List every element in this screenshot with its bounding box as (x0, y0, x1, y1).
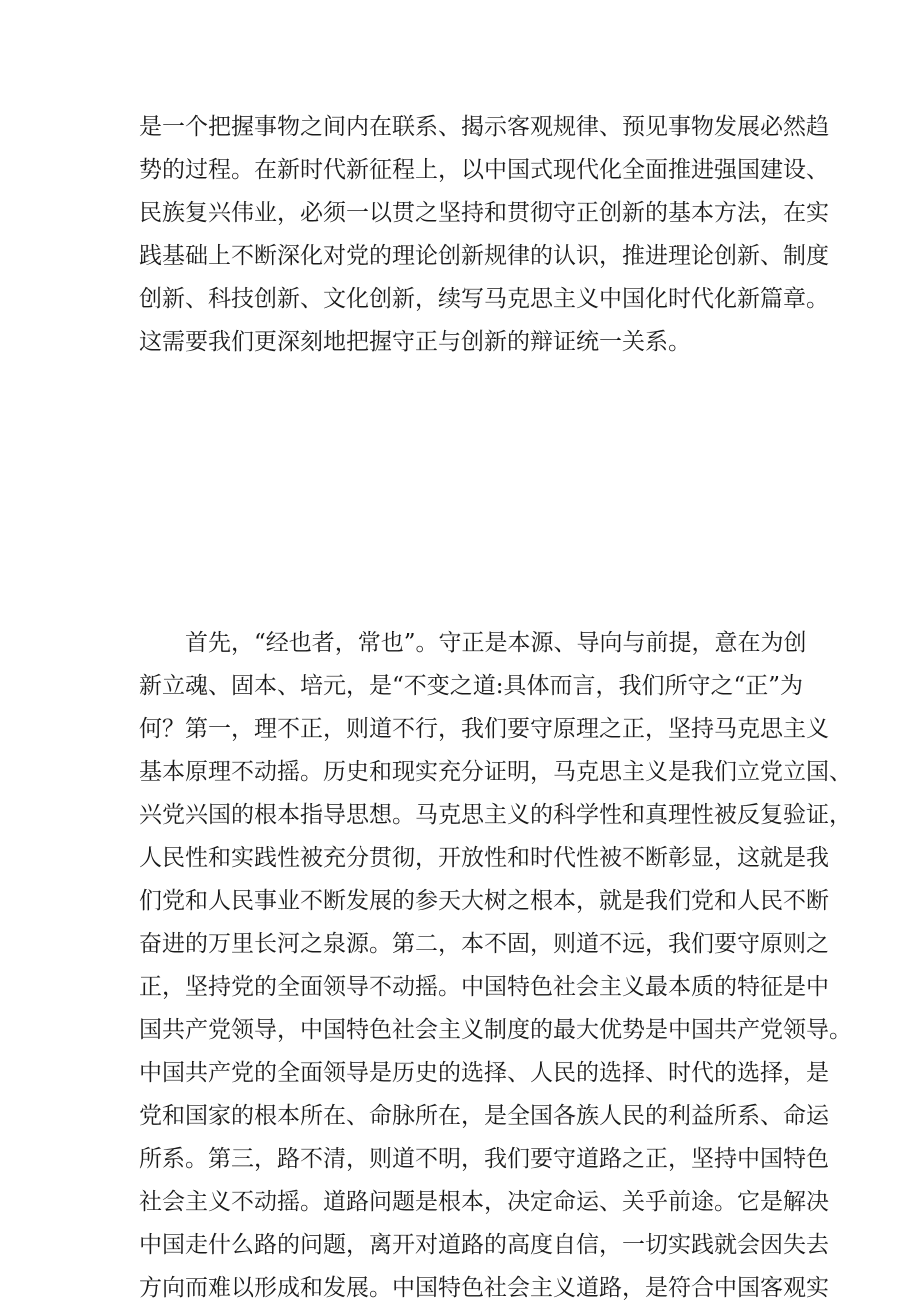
text-line: 基本原理不动摇。历史和现实充分证明，马克思主义是我们立党立国、 (139, 759, 852, 785)
paragraph-2 (139, 622, 852, 1310)
text-line: 们党和人民事业不断发展的参天大树之根本，就是我们党和人民不断 (139, 888, 829, 914)
text-line: 社会主义不动摇。道路问题是根本，决定命运、关乎前途。它是解决 (139, 1189, 829, 1215)
text-line: 新立魂、固本、培元，是“不变之道:具体而言，我们所守之“正”为 (139, 673, 804, 699)
text-line: 中国走什么路的问题，离开对道路的高度自信，一切实践就会因失去 (139, 1232, 829, 1258)
text-line: 势的过程。在新时代新征程上，以中国式现代化全面推进强国建设、 (139, 157, 829, 183)
text-line: 首先，“经也者，常也”。守正是本源、导向与前提，意在为创 (185, 630, 807, 656)
text-line: 创新、科技创新、文化创新，续写马克思主义中国化时代化新篇章。 (139, 286, 829, 312)
text-line: 正，坚持党的全面领导不动摇。中国特色社会主义最本质的特征是中 (139, 974, 829, 1000)
text-line: 方向而难以形成和发展。中国特色社会主义道路，是符合中国客观实 (139, 1275, 829, 1301)
text-line: 践基础上不断深化对党的理论创新规律的认识，推进理论创新、制度 (139, 243, 829, 269)
text-line: 民族复兴伟业，必须一以贯之坚持和贯彻守正创新的基本方法，在实 (139, 200, 829, 226)
text-line: 所系。第三，路不清，则道不明，我们要守道路之正，坚持中国特色 (139, 1146, 829, 1172)
text-line: 国共产党领导，中国特色社会主义制度的最大优势是中国共产党领导。 (139, 1017, 852, 1043)
text-line: 何？第一，理不正，则道不行，我们要守原理之正，坚持马克思主义 (139, 716, 829, 742)
paragraph-1 (139, 106, 829, 364)
text-line: 中国共产党的全面领导是历史的选择、人民的选择、时代的选择，是 (139, 1060, 829, 1086)
text-line: 人民性和实践性被充分贯彻，开放性和时代性被不断彰显，这就是我 (139, 845, 829, 871)
text-line: 兴党兴国的根本指导思想。马克思主义的科学性和真理性被反复验证， (139, 802, 852, 828)
text-line: 奋进的万里长河之泉源。第二，本不固，则道不远，我们要守原则之 (139, 931, 829, 957)
text-line: 是一个把握事物之间内在联系、揭示客观规律、预见事物发展必然趋 (139, 114, 829, 140)
text-line: 党和国家的根本所在、命脉所在，是全国各族人民的利益所系、命运 (139, 1103, 829, 1129)
text-line: 这需要我们更深刻地把握守正与创新的辩证统一关系。 (139, 329, 691, 355)
